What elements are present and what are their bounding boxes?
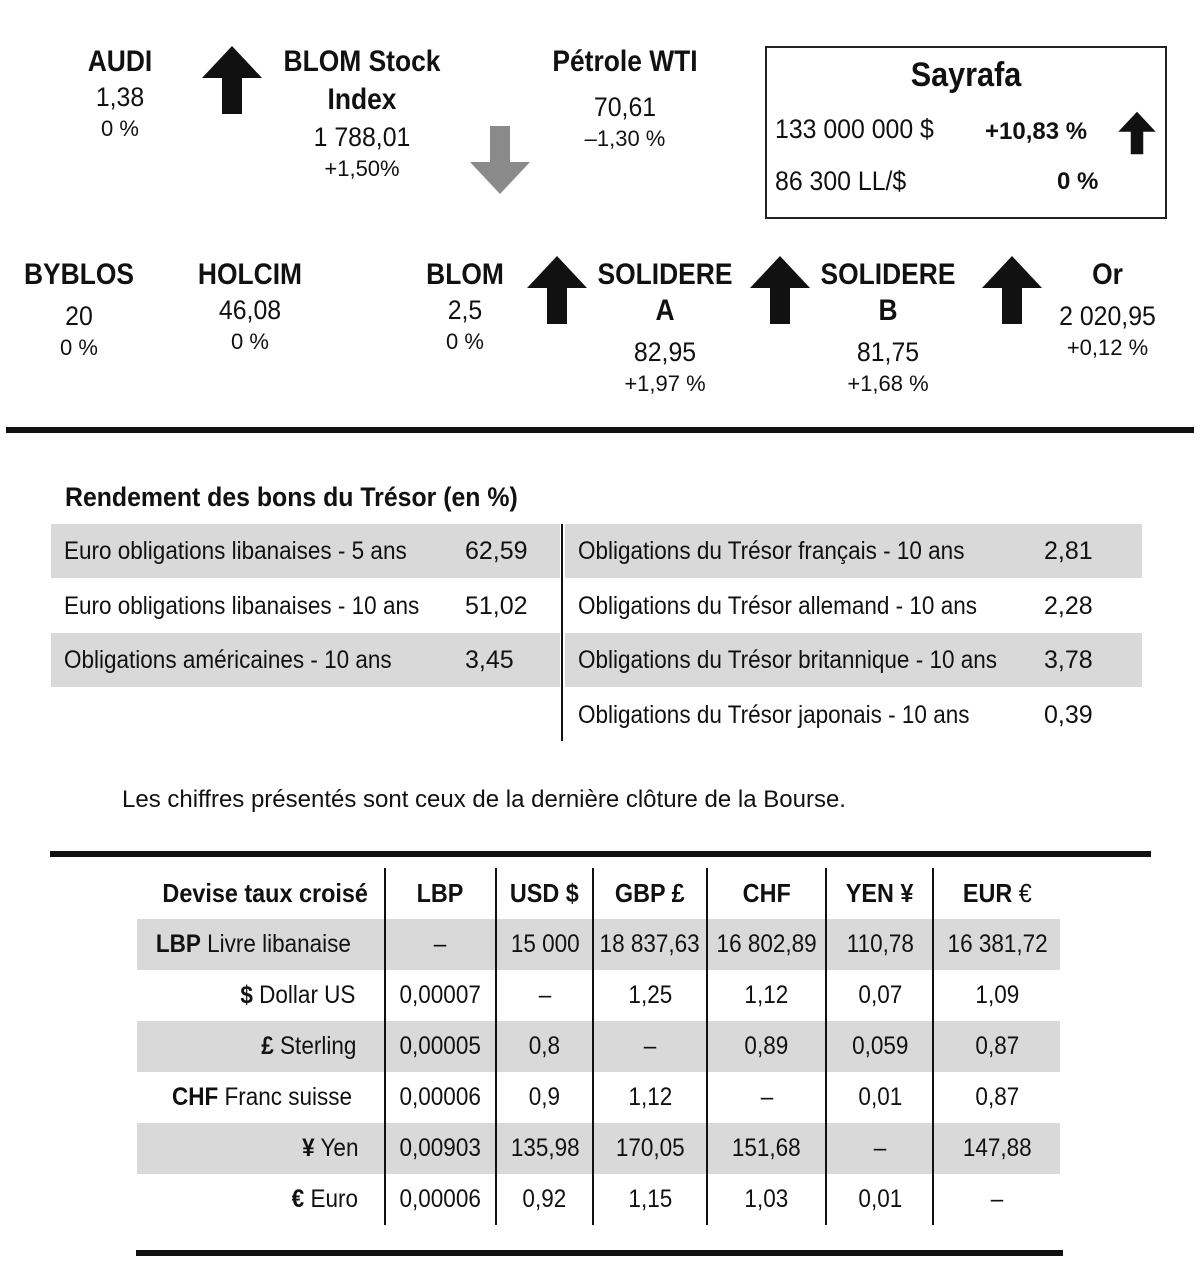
bond-value: 51,02 <box>465 592 528 620</box>
table-cell: 1,15 <box>593 1174 706 1225</box>
ticker-change: 0 % <box>231 329 269 354</box>
bond-value: 62,59 <box>465 537 528 565</box>
table-cell: 0,00006 <box>385 1174 496 1225</box>
bonds-column-divider <box>561 524 563 741</box>
ticker-byblos <box>14 257 144 363</box>
ticker-value: 82,95 <box>633 337 697 367</box>
table-cell: 0,059 <box>826 1021 933 1072</box>
ticker-change: –1,30 % <box>584 126 666 151</box>
ticker-change: +0,12 % <box>1066 335 1149 360</box>
ticker-name-line2: Index <box>327 83 397 116</box>
bond-row <box>565 524 1142 578</box>
table-cell: 0,87 <box>933 1021 1060 1072</box>
ticker-solidere-a <box>585 257 745 399</box>
table-cell: 0,01 <box>826 1072 933 1123</box>
table-row <box>137 970 1060 1021</box>
sayrafa-rate: 86 300 LL/$ <box>775 166 907 196</box>
table-corner-header: Devise taux croisé <box>162 878 369 908</box>
table-cell: – <box>707 1072 827 1123</box>
bonds-title: Rendement des bons du Trésor (en %) <box>65 482 518 512</box>
bond-label: Obligations du Trésor britannique - 10 ans <box>578 646 998 674</box>
bond-label: Obligations du Trésor allemand - 10 ans <box>578 592 977 620</box>
table-cell: 1,09 <box>933 970 1060 1021</box>
table-cell: 0,00005 <box>385 1021 496 1072</box>
table-row <box>137 1123 1060 1174</box>
sayrafa-rate-change: 0 % <box>1057 168 1099 195</box>
table-header-row <box>137 868 1060 919</box>
arrow-up-icon <box>1117 110 1157 156</box>
ticker-value: 1,38 <box>95 82 145 112</box>
bond-label: Obligations du Trésor français - 10 ans <box>578 537 965 565</box>
table-cell: 0,07 <box>826 970 933 1021</box>
table-cell: 16 802,89 <box>707 919 827 970</box>
row-header: £ Sterling <box>137 1021 385 1072</box>
bond-value: 0,39 <box>1044 701 1093 729</box>
table-bottom-rule <box>136 1250 1063 1256</box>
table-cell: 1,12 <box>707 970 827 1021</box>
ticker-change: +1,68 % <box>847 371 929 396</box>
column-header: EUR € <box>933 868 1060 919</box>
section-divider <box>6 427 1194 433</box>
ticker-petrole-wti <box>520 44 730 154</box>
table-cell: 0,87 <box>933 1072 1060 1123</box>
table-cell: – <box>385 919 496 970</box>
arrow-up-icon <box>200 44 264 116</box>
bond-row <box>565 633 1142 687</box>
table-cell: 1,03 <box>707 1174 827 1225</box>
table-cell: 1,25 <box>593 970 706 1021</box>
ticker-name: SOLIDERE B <box>820 258 956 327</box>
table-cell: 135,98 <box>496 1123 593 1174</box>
ticker-value: 20 <box>65 301 93 331</box>
bond-label: Euro obligations libanaises - 5 ans <box>64 537 407 565</box>
ticker-name-line1: BLOM Stock <box>283 45 441 78</box>
bond-value: 2,28 <box>1044 592 1093 620</box>
bond-row <box>51 524 560 578</box>
ticker-or <box>1040 257 1175 363</box>
table-cell: – <box>826 1123 933 1174</box>
bond-label: Obligations du Trésor japonais - 10 ans <box>578 701 970 729</box>
ticker-holcim <box>180 257 320 357</box>
table-cell: 0,8 <box>496 1021 593 1072</box>
row-header: $ Dollar US <box>240 981 356 1009</box>
ticker-value: 2,5 <box>447 295 483 325</box>
table-cell: 1,12 <box>593 1072 706 1123</box>
column-header: GBP £ <box>593 868 706 919</box>
table-cell: 15 000 <box>496 919 593 970</box>
table-cell: 147,88 <box>933 1123 1060 1174</box>
table-cell: 110,78 <box>826 919 933 970</box>
bond-label: Euro obligations libanaises - 10 ans <box>64 592 420 620</box>
table-cell: 0,00007 <box>385 970 496 1021</box>
table-cell: – <box>496 970 593 1021</box>
row-header: CHF Franc suisse <box>171 1083 352 1111</box>
table-row <box>137 1072 1060 1123</box>
table-cell: 0,89 <box>707 1021 827 1072</box>
row-header: LBP Livre libanaise <box>137 919 385 970</box>
bond-value: 3,45 <box>465 646 514 674</box>
table-cell: 18 837,63 <box>593 919 706 970</box>
sayrafa-title: Sayrafa <box>910 56 1022 94</box>
table-cell: 0,00006 <box>385 1072 496 1123</box>
ticker-name: BLOM <box>426 258 504 291</box>
ticker-value: 2 020,95 <box>1059 301 1156 331</box>
ticker-value: 1 788,01 <box>313 122 411 152</box>
sayrafa-box <box>765 46 1167 219</box>
table-cell: 0,92 <box>496 1174 593 1225</box>
bond-row <box>51 579 560 633</box>
table-cell: 170,05 <box>593 1123 706 1174</box>
ticker-value: 81,75 <box>856 337 920 367</box>
table-cell: – <box>933 1174 1060 1225</box>
bond-label: Obligations américaines - 10 ans <box>64 646 392 674</box>
table-cell: 0,9 <box>496 1072 593 1123</box>
ticker-change: 0 % <box>101 116 139 141</box>
table-row <box>137 919 1060 970</box>
ticker-name: AUDI <box>87 45 153 78</box>
ticker-solidere-b <box>808 257 968 399</box>
ticker-name: Pétrole WTI <box>552 45 698 78</box>
ticker-blom-stock-index <box>262 44 462 184</box>
sayrafa-volume: 133 000 000 $ <box>775 114 934 144</box>
table-cell: 0,00903 <box>385 1123 496 1174</box>
sayrafa-volume-change: +10,83 % <box>985 118 1088 145</box>
ticker-name: HOLCIM <box>197 258 303 291</box>
bond-row <box>51 633 560 687</box>
ticker-change: +1,97 % <box>624 371 706 396</box>
ticker-value: 70,61 <box>593 92 657 122</box>
bond-row <box>565 579 1142 633</box>
ticker-audi <box>60 44 180 144</box>
table-row <box>137 1174 1060 1225</box>
table-row <box>137 1021 1060 1072</box>
arrow-up-icon <box>980 254 1044 326</box>
column-header: YEN ¥ <box>826 868 933 919</box>
ticker-change: +1,50% <box>324 156 400 181</box>
ticker-value: 46,08 <box>218 295 282 325</box>
arrow-up-icon <box>525 254 589 326</box>
table-cell: 151,68 <box>707 1123 827 1174</box>
arrow-up-icon <box>748 254 812 326</box>
column-header: USD $ <box>496 868 593 919</box>
bond-value: 3,78 <box>1044 646 1093 674</box>
column-header: CHF <box>707 868 827 919</box>
fx-cross-rate-table <box>137 868 1060 1225</box>
ticker-name: SOLIDERE A <box>597 258 733 327</box>
column-header: LBP <box>385 868 496 919</box>
ticker-name: BYBLOS <box>23 258 134 291</box>
bond-value: 2,81 <box>1044 537 1093 565</box>
ticker-name: Or <box>1092 258 1123 291</box>
closing-note: Les chiffres présentés sont ceux de la dernière clôture de la Bourse. <box>122 786 846 813</box>
table-cell: – <box>593 1021 706 1072</box>
bond-row <box>565 688 1142 742</box>
ticker-change: 0 % <box>446 329 484 354</box>
table-top-rule <box>50 851 1151 857</box>
table-cell: 16 381,72 <box>933 919 1060 970</box>
table-cell: 0,01 <box>826 1174 933 1225</box>
ticker-change: 0 % <box>60 335 98 360</box>
row-header: ¥ Yen <box>137 1123 385 1174</box>
row-header: € Euro <box>291 1185 359 1213</box>
ticker-blom <box>410 257 520 357</box>
